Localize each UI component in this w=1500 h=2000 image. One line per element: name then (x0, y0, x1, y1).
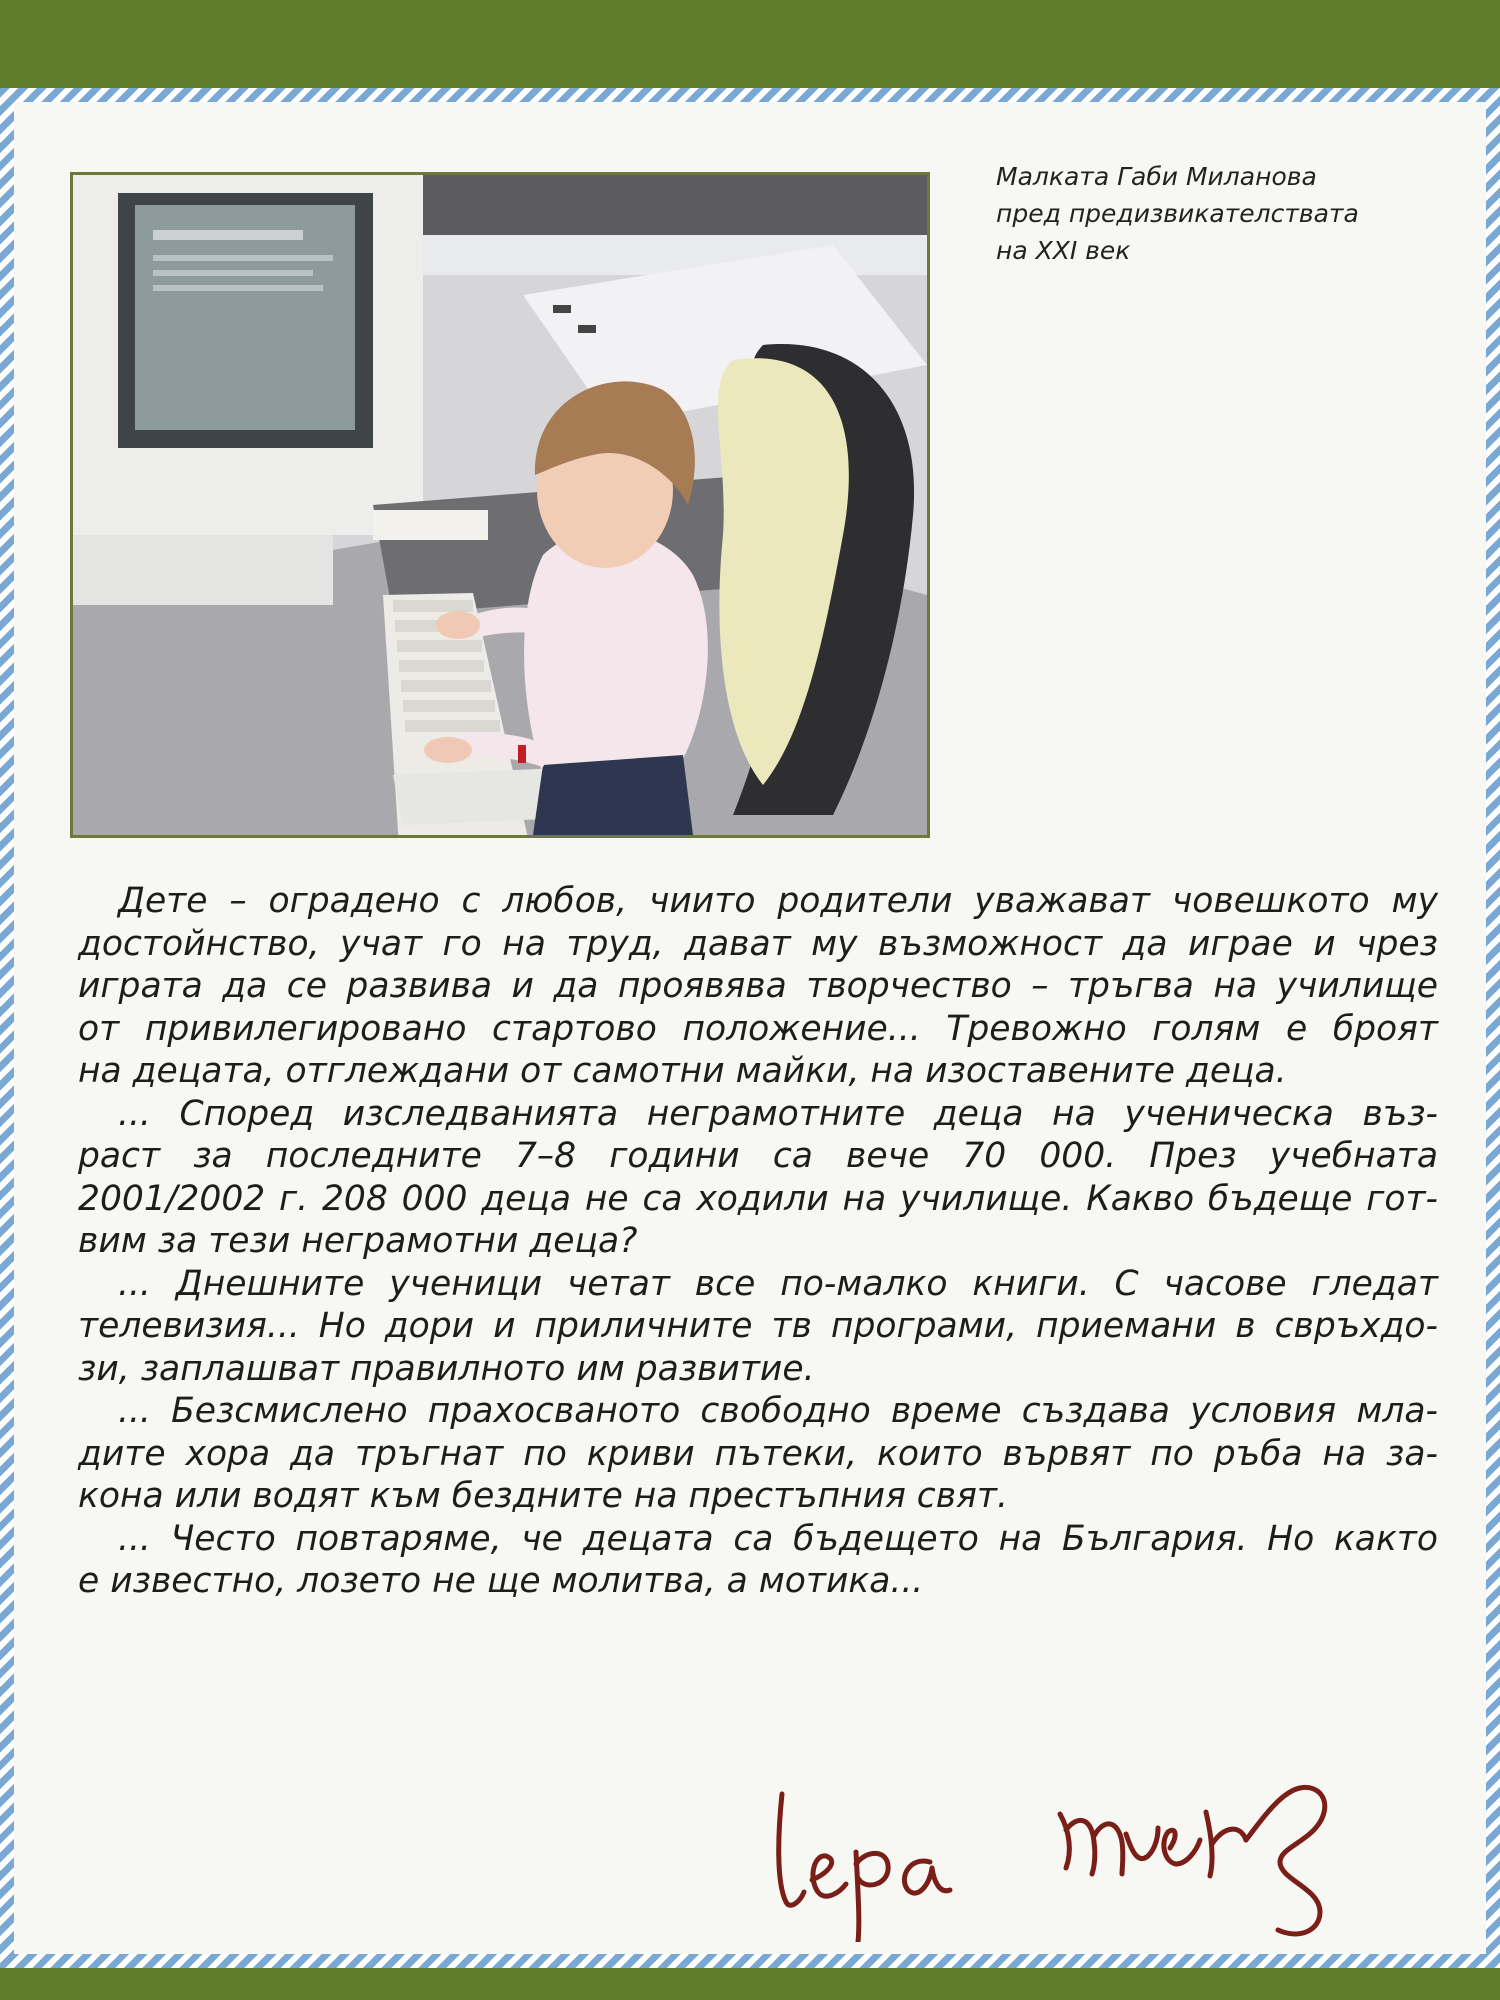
text-line: ... Често повтаряме, че децата са бъдещето на България. Но както (118, 1518, 1438, 1559)
caption-line: на XXI век (996, 236, 1131, 265)
text-line: е известно, лозето не ще молитва, а мотика... (78, 1561, 924, 1601)
body-paragraphs (78, 880, 1438, 1603)
text-line: вим за тези неграмотни деца? (78, 1221, 638, 1261)
text-line: раст за последните 7–8 години са вече 70 000. През учебната (78, 1136, 1438, 1176)
text-line: ... Според изследванията неграмотните деца на ученическа въз- (118, 1093, 1438, 1134)
text-line: ... Днешните ученици четат все по-малко книги. С часове гледат (118, 1263, 1438, 1304)
text-line: от привилегировано стартово положение... Тревожно голям е броят (78, 1008, 1438, 1049)
text-line: на децата, отглеждани от самотни майки, на изоставените деца. (78, 1051, 1287, 1091)
caption-line: пред предизвикателствата (996, 199, 1359, 228)
photo-child-at-computer (70, 172, 930, 838)
photo-caption (996, 158, 1456, 269)
handwritten-signature (760, 1752, 1410, 1942)
caption-line: Малката Габи Миланова (996, 162, 1317, 191)
text-line: дите хора да тръгнат по криви пътеки, които вървят по ръба на за- (78, 1433, 1438, 1474)
text-line: Дете – оградено с любов, чиито родители уважават човешкото му (118, 881, 1438, 921)
text-line: достойнство, учат го на труд, дават му възможност да играе и чрез (78, 923, 1438, 964)
text-line: 2001/2002 г. 208 000 деца не са ходили на училище. Какво бъдеще гот- (78, 1178, 1438, 1219)
text-line: ... Безсмислено прахосваното свободно време създава условия мла- (118, 1391, 1438, 1431)
text-line: кона или водят към бездните на престъпния свят. (78, 1476, 1008, 1516)
text-line: телевизия... Но дори и приличните тв програми, приемани в свръхдо- (78, 1306, 1438, 1346)
text-line: играта да се развива и да проявява творчество – тръгва на училище (78, 966, 1438, 1006)
text-line: зи, заплашват правилното им развитие. (78, 1348, 815, 1389)
